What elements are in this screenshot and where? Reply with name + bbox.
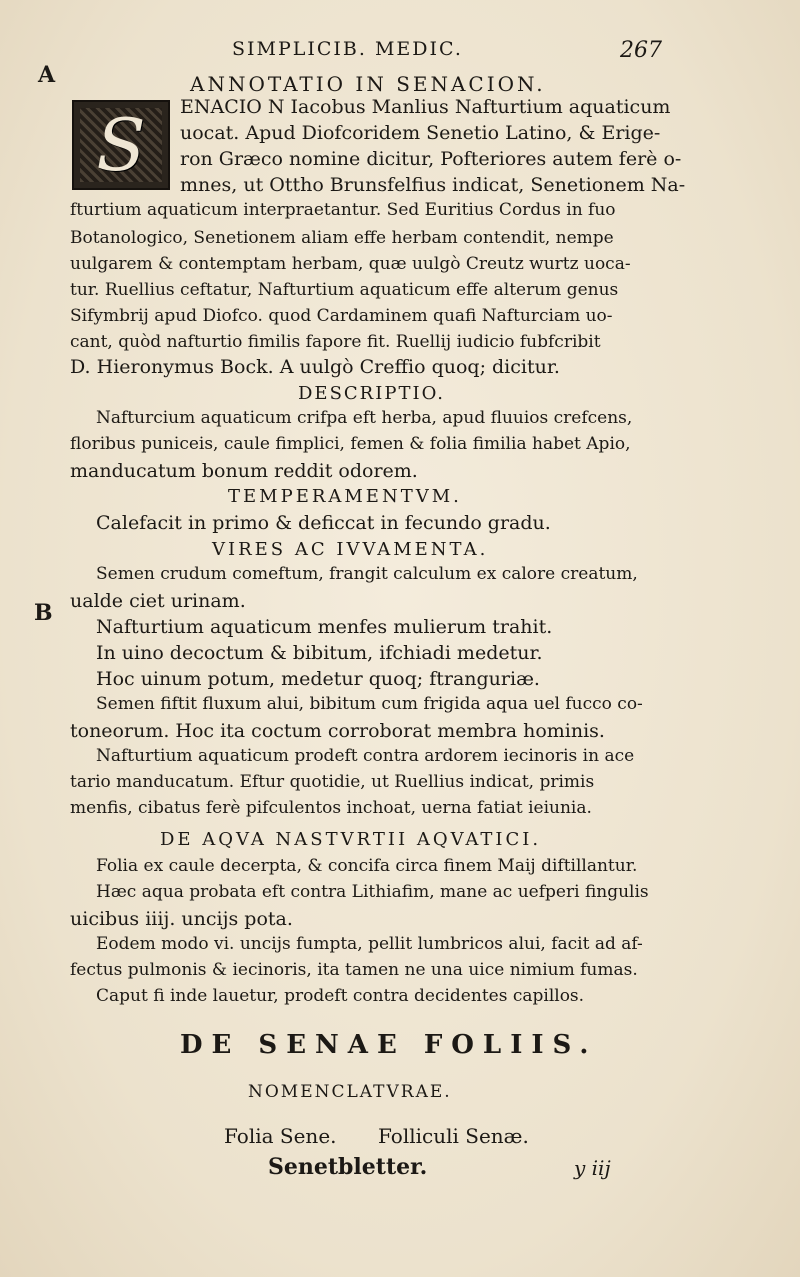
text-line: Hæc aqua probata eft contra Lithiafim, mane ac uefperi fingulis xyxy=(96,882,649,902)
text-line: tur. Ruellius ceftatur, Nafturtium aquaticum effe alterum genus xyxy=(70,280,619,300)
decorated-initial xyxy=(72,100,170,190)
text-line: mnes, ut Ottho Brunsfelfius indicat, Senetionem Na- xyxy=(180,174,686,196)
heading-de-senae: DE SENAE FOLIIS. xyxy=(180,1030,598,1060)
text-line: Caput fi inde lauetur, prodeft contra decidentes capillos. xyxy=(96,986,585,1006)
text-line: Eodem modo vi. uncijs fumpta, pellit lumbricos alui, facit ad af- xyxy=(96,934,643,954)
text-line: ENACIO N Iacobus Manlius Nafturtium aquaticum xyxy=(180,96,671,118)
heading-descriptio: DESCRIPTIO. xyxy=(298,383,445,404)
heading-temperamentum: TEMPERAMENTVM. xyxy=(228,486,462,507)
heading-de-aqua: DE AQVA NASTVRTII AQVATICI. xyxy=(160,829,542,850)
text-line: Botanologico, Senetionem aliam effe herbam contendit, nempe xyxy=(70,228,614,248)
german-name: Senetbletter. xyxy=(268,1154,428,1180)
text-line: Nafturtium aquaticum prodeft contra ardorem iecinoris in ace xyxy=(96,746,635,766)
text-line: ualde ciet urinam. xyxy=(70,590,246,612)
text-line: toneorum. Hoc ita coctum corroborat membra hominis. xyxy=(70,720,605,742)
text-line: tario manducatum. Eftur quotidie, ut Ruellius indicat, primis xyxy=(70,772,595,792)
text-line: uicibus iiij. uncijs pota. xyxy=(70,908,293,930)
text-line: Sifymbrij apud Diofco. quod Cardaminem quafi Nafturciam uo- xyxy=(70,306,613,326)
text-line: Folia ex caule decerpta, & concifa circa finem Maij diftillantur. xyxy=(96,856,638,876)
text-line: Semen fiftit fluxum alui, bibitum cum frigida aqua uel fucco co- xyxy=(96,694,643,714)
text-line: D. Hieronymus Bock. A uulgò Creffio quoq; dicitur. xyxy=(70,356,560,378)
text-line: uulgarem & contemptam herbam, quæ uulgò Creutz wurtz uoca- xyxy=(70,254,631,274)
heading-annotatio: ANNOTATIO IN SENACION. xyxy=(190,72,546,96)
running-head: SIMPLICIB. MEDIC. xyxy=(232,38,463,60)
text-line: floribus puniceis, caule fimplici, femen & folia fimilia habet Apio, xyxy=(70,434,631,454)
text-line: In uino decoctum & bibitum, ifchiadi medetur. xyxy=(96,642,543,664)
text-line: ron Græco nomine dicitur, Pofteriores autem ferè o- xyxy=(180,148,682,170)
margin-mark-a: A xyxy=(38,62,56,88)
text-line: menfis, cibatus ferè pifculentos inchoat, uerna fatiat ieiunia. xyxy=(70,798,592,818)
heading-nomenclaturae: NOMENCLATVRAE. xyxy=(248,1082,452,1102)
text-line: Calefacit in primo & deficcat in fecundo gradu. xyxy=(96,512,551,534)
margin-mark-b: B xyxy=(34,600,53,626)
initial-letter: S xyxy=(96,103,146,187)
text-line: Nafturtium aquaticum menfes mulierum trahit. xyxy=(96,616,553,638)
text-line: cant, quòd nafturtio fimilis fapore fit. Ruellij iudicio fubfcribit xyxy=(70,332,601,352)
text-line: manducatum bonum reddit odorem. xyxy=(70,460,418,482)
text-line: fectus pulmonis & iecinoris, ita tamen ne una uice nimium fumas. xyxy=(70,960,638,980)
name-folliculi-senae: Folliculi Senæ. xyxy=(378,1124,529,1148)
name-folia-sene: Folia Sene. xyxy=(224,1124,337,1148)
signature-mark: y iij xyxy=(574,1156,611,1180)
text-line: fturtium aquaticum interpraetantur. Sed Euritius Cordus in fuo xyxy=(70,200,616,220)
text-line: Hoc uinum potum, medetur quoq; ftranguriæ. xyxy=(96,668,540,690)
page-number: 267 xyxy=(620,38,662,63)
heading-vires: VIRES AC IVVAMENTA. xyxy=(212,539,489,560)
text-line: Semen crudum comeftum, frangit calculum ex calore creatum, xyxy=(96,564,638,584)
text-line: Nafturcium aquaticum crifpa eft herba, apud fluuios crefcens, xyxy=(96,408,633,428)
text-line: uocat. Apud Diofcoridem Senetio Latino, & Erige- xyxy=(180,122,661,144)
